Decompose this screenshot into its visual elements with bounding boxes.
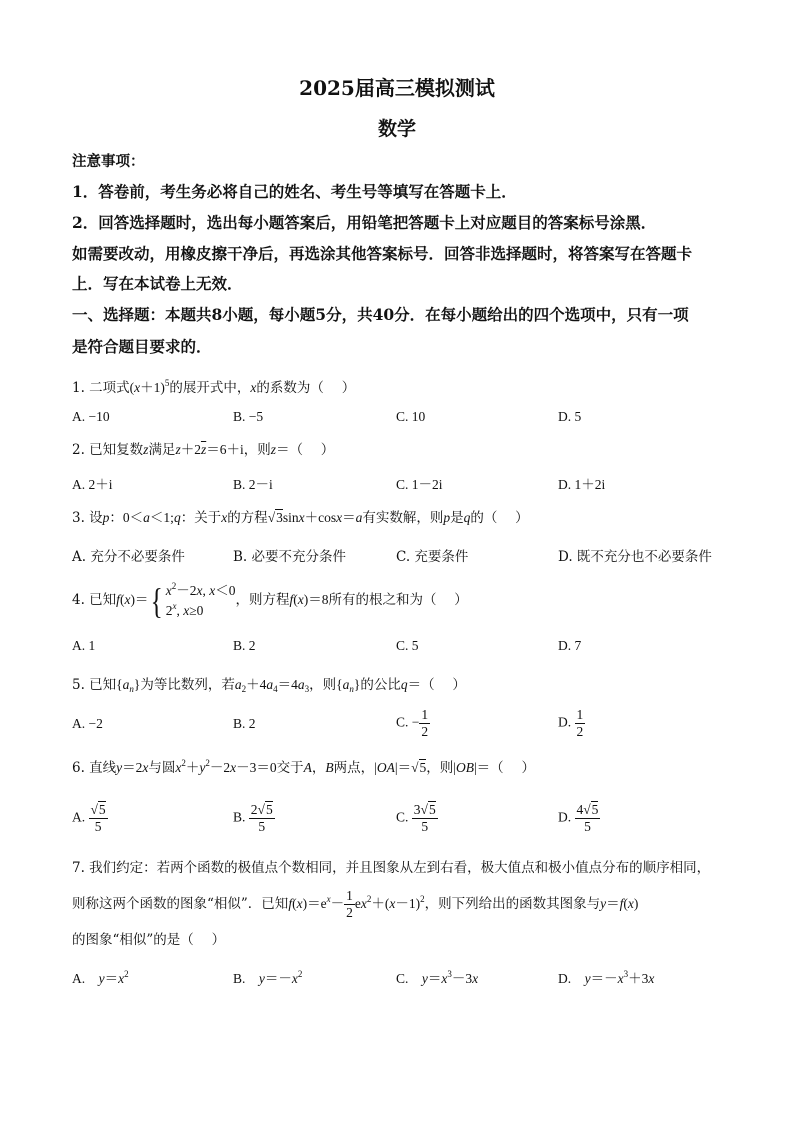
q3-text-pre: 3. 设 (72, 510, 103, 526)
notice-item-1: 1．答卷前，考生务必将自己的姓名、考生号等填写在答题卡上． (72, 182, 517, 201)
question-5 (72, 675, 466, 695)
q1-option-c[interactable]: C. 10 (396, 409, 426, 424)
q4-equation: f(x)＝8 (289, 592, 329, 607)
section-1-heading: 一、选择题：本题共8小题，每小题5分，共40分．在每小题给出的四个选项中，只有一项 (72, 305, 689, 324)
question-7-line-1: 7. 我们约定：若两个函数的极值点个数相同，并且图象从左到右看，极大值点和极小值点分布的顺序相同， (72, 860, 711, 876)
q5-text-mid: 为等比数列，若 (140, 677, 235, 693)
q6-oa: |OA|＝√5 (374, 760, 427, 775)
q7-y-fx: y＝f(x) (600, 896, 639, 911)
q6-option-b-frac: $\frac{2√5}{5}$ (250, 802, 273, 834)
q6-text-post: 交于 (276, 760, 304, 776)
q1-option-b[interactable]: B. −5 (233, 409, 264, 424)
q4-text-mid: ，则方程 (235, 592, 290, 608)
question-6 (72, 758, 535, 778)
q3-option-c[interactable]: C. 充要条件 (396, 549, 469, 565)
q2-var-z: z (143, 442, 149, 457)
q2-option-b[interactable]: B. 2－i (233, 477, 273, 492)
q1-option-a[interactable]: A. −10 (72, 409, 110, 424)
q7-option-a-label: A. (72, 971, 86, 986)
q5-option-a[interactable]: A. −2 (72, 716, 103, 731)
q7-option-a[interactable]: A. $y=x^2$ (72, 969, 129, 986)
notice-heading: 注意事项： (72, 153, 145, 170)
q6-text-end2: （ ） (490, 760, 535, 776)
q6-option-b-label: B. (233, 809, 246, 825)
q3-condition-p: p：0＜a＜1;q： (102, 510, 195, 525)
q2-option-c[interactable]: C. 1－2i (396, 477, 443, 492)
q3-text-post2: 是 (450, 510, 464, 526)
q7-option-c[interactable]: C. $y=x^3-3x$ (396, 969, 479, 986)
q6-option-c-frac: $\frac{3√5}{5}$ (413, 802, 436, 834)
q4-text-post: 所有的根之和为（ ） (328, 592, 468, 608)
question-7-line-3: 的图象“相似”的是（ ） (72, 932, 226, 948)
question-2 (72, 440, 334, 460)
q5-text-end: 的公比 (360, 677, 401, 693)
q2-text-pre: 2. 已知复数 (72, 442, 144, 458)
q6-option-a-frac: $\frac{√5}{5}$ (90, 802, 106, 834)
q6-text-mid: 与圆 (148, 760, 176, 776)
q5-var-q: q＝ (400, 677, 422, 692)
notice-item-2: 2．回答选择题时，选出每小题答案后，用铅笔把答题卡上对应题目的答案标号涂黑． (72, 213, 657, 232)
q5-option-d[interactable] (558, 707, 585, 740)
q3-option-d[interactable]: D. 既不充分也不必要条件 (558, 549, 712, 565)
q6-option-c[interactable] (396, 802, 438, 835)
q6-option-d-label: D. (558, 809, 572, 825)
q1-text-mid: 的展开式中， (169, 380, 251, 396)
q3-text-post: 有实数解，则 (362, 510, 444, 526)
section-1-heading-cont: 是符合题目要求的． (72, 337, 212, 356)
question-1 (72, 378, 355, 398)
q7-option-c-label: C. (396, 971, 409, 986)
q1-var: x (250, 380, 257, 395)
q2-text-mid: 满足 (148, 442, 176, 458)
q4-option-c[interactable]: C. 5 (396, 638, 419, 653)
q7-text-post: ，则下列给出的函数其图象与 (424, 896, 601, 912)
q6-line: y＝2x (116, 760, 149, 775)
q3-var-x: x (221, 510, 228, 525)
q2-option-a[interactable]: A. 2＋i (72, 477, 113, 492)
q4-option-a[interactable]: A. 1 (72, 638, 96, 653)
q5-text-pre: 5. 已知 (72, 677, 117, 693)
q1-option-d[interactable]: D. 5 (558, 409, 582, 424)
q3-text-mid: 关于 (194, 510, 222, 526)
q5-option-b[interactable]: B. 2 (233, 716, 256, 731)
subject-title: 数学 (377, 118, 416, 140)
q2-equation: $z+2\overline{z}=6+i$ (175, 442, 244, 457)
q4-text-pre: 4. 已知 (72, 592, 117, 608)
q3-var-p: p (443, 510, 451, 525)
q5-option-d-label: D. (558, 714, 575, 730)
q1-text-post: 的系数为（ ） (256, 380, 356, 396)
q6-text-post2: 两点， (333, 760, 375, 776)
q6-text-end: ，则 (426, 760, 454, 776)
q6-option-c-label: C. (396, 809, 409, 825)
q3-var-q: q (463, 510, 471, 525)
q1-binomial: $(x+1)^5$ (129, 378, 170, 395)
q3-text-end: 的（ ） (470, 510, 529, 526)
q5-option-c-label: C. − (396, 714, 420, 730)
q7-option-b-label: B. (233, 971, 246, 986)
question-4 (72, 578, 468, 622)
q3-option-b[interactable]: B. 必要不充分条件 (233, 549, 347, 565)
q2-option-d[interactable]: D. 1＋2i (558, 477, 606, 492)
q7-text-pre: 则称这两个函数的图象“相似”．已知 (72, 896, 289, 912)
q6-text-pre: 6. 直线 (72, 760, 117, 776)
q4-option-d[interactable]: D. 7 (558, 638, 582, 653)
q3-option-a[interactable]: A. 充分不必要条件 (72, 549, 185, 565)
q1-text-pre: 1. 二项式 (72, 380, 130, 396)
q5-equation: $a_2+4a_4=4a_3$ (234, 677, 310, 694)
q6-option-a[interactable] (72, 802, 108, 835)
q2-text-end: （ ） (289, 442, 335, 458)
q5-option-c[interactable] (396, 707, 430, 740)
q6-points: A，B (303, 760, 334, 775)
q2-var-z2: z＝ (270, 442, 290, 457)
q5-option-d-frac: $\frac{1}{2}$ (576, 707, 584, 739)
notice-item-2-end: 上．写在本试卷上无效． (72, 274, 243, 293)
q6-ob: |OB|＝ (453, 760, 491, 775)
q7-function: $f(x)=e^x-$ $\frac{1}{2}$ $ex^2+(x-1)^2$ (288, 888, 425, 921)
question-3 (72, 508, 529, 528)
q7-option-b[interactable]: B. $y=-x^2$ (233, 969, 303, 986)
q5-sequence: $\{a_n\}$ (116, 677, 141, 694)
q4-option-b[interactable]: B. 2 (233, 638, 256, 653)
q6-option-d-frac: $\frac{4√5}{5}$ (576, 802, 599, 834)
q4-function: f(x)＝{ $x^2-2x$, x＜0 2$^x$, x≥0 (116, 580, 236, 621)
notice-item-2-cont: 如需要改动，用橡皮擦干净后，再选涂其他答案标号．回答非选择题时，将答案写在答题卡 (72, 244, 693, 263)
q5-option-c-frac: $\frac{1}{2}$ (421, 707, 429, 739)
q5-sequence-2: $\{a_n\}$ (336, 677, 361, 694)
q6-circle: $x^2+y^2-2x-3=0$ (175, 758, 277, 775)
q3-text-mid2: 的方程 (227, 510, 268, 526)
q6-option-a-label: A. (72, 809, 86, 825)
q6-option-b[interactable] (233, 802, 275, 835)
q2-text-post: ，则 (243, 442, 271, 458)
q3-equation: √3sinx＋cosx＝a (267, 510, 363, 525)
exam-title: 2025届高三模拟测试 (299, 76, 495, 100)
question-7-line-2 (72, 888, 638, 921)
q7-option-d[interactable]: D. $y=-x^3+3x$ (558, 969, 655, 986)
q5-text-post: ，则 (309, 677, 337, 693)
q6-option-d[interactable] (558, 802, 600, 835)
q5-text-end2: （ ） (421, 677, 466, 693)
q7-option-d-label: D. (558, 971, 572, 986)
